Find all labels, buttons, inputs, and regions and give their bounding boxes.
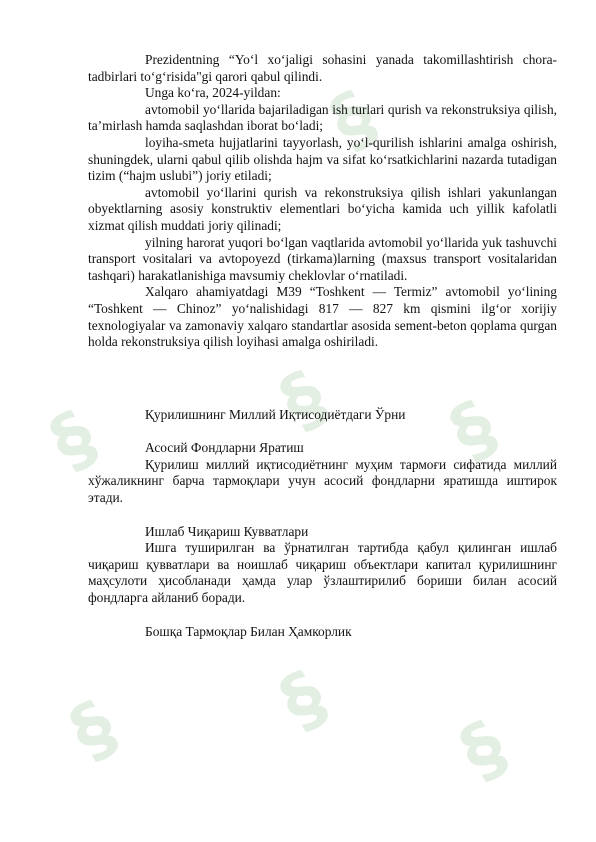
paragraph-volume-method: loyiha-smeta hujjatlarini tayyorlash, yo‘l-qurilish ishlarini amalga oshirish, shuningdek, ularni qabul qilib olishda hajm va sifat ko‘rsatkichlarini nazarda tutadigan tizim (“hajm uslubi”) joriy etiladi;	[88, 134, 557, 184]
paragraph-seasonal-limits: yilning harorat yuqori bo‘lgan vaqtlarida avtomobil yo‘llarida yuk tashuvchi transport vositalari va avtopoyezd (tirkama)larning (maxsus transport vositalaridan tashqari) harakatlanishiga mavsumiy cheklovlar o‘rnatiladi.	[88, 234, 557, 283]
spacer	[88, 423, 557, 440]
svg-text:§: §	[56, 683, 130, 775]
svg-text:§: §	[436, 383, 510, 475]
paragraph-m39-project: Xalqaro ahamiyatdagi M39 “Toshkent — Termiz” avtomobil yo‘lining “Toshkent — Chinoz” yo‘nalishidagi 817 — 827 km qismini ilg‘or xorijiy texnologiyalar va zamonaviy xalqaro standartlar asosida sement-beton qoplama qurgan holda rekonstruksiya qilish loyihasi amalga oshiriladi.	[88, 284, 557, 350]
subsection-title: Бошқа Тармоқлар Билан Ҳамкорлик	[145, 623, 352, 639]
document-page	[88, 52, 557, 640]
spacer	[88, 507, 557, 524]
paragraph-work-types: avtomobil yo‘llarida bajariladigan ish turlari qurish va rekonstruksiya qilish, ta’mirlash hamda saqlashdan iborat bo‘ladi;	[88, 101, 557, 134]
subsection-title: Ишлаб Чиқариш Кувватлари	[145, 523, 309, 539]
paragraph-intro: Unga ko‘ra, 2024-yildan:	[145, 85, 281, 101]
svg-text:§: §	[266, 653, 340, 745]
section-title: Қурилишнинг Миллий Иқтисодиётдаги Ўрни	[145, 406, 406, 422]
paragraph-warranty: avtomobil yo‘llarini qurish va rekonstruksiya qilish ishlari yakunlangan obyektlarning asosiy konstruktiv elementlari bo‘yicha kamida uch yillik kafolatli xizmat qilish muddati joriy qilinadi;	[88, 184, 557, 233]
svg-text:§: §	[266, 353, 340, 445]
spacer	[88, 351, 557, 407]
subsection-text: Қурилиш миллий иқтисодиётнинг муҳим тармоғи сифатида миллий хўжаликнинг барча тармоқлари учун асосий фондларни яратишда иштирок этади.	[88, 456, 557, 506]
subsection-text: Ишга туширилган ва ўрнатилган тартибда қабул қилинган ишлаб чиқариш қувватлари ва ноишлаб чиқариш объектлари капитал қурилишнинг маҳсулоти ҳисобланади ҳамда улар ўзлаштирилиб бориши билан асосий фондларга айланиб боради.	[88, 540, 557, 606]
subsection-title: Асосий Фондларни Яратиш	[145, 440, 304, 456]
svg-text:§: §	[316, 73, 390, 165]
svg-text:§: §	[36, 393, 110, 485]
svg-text:§: §	[446, 703, 520, 795]
spacer	[88, 607, 557, 624]
paragraph-decree: Prezidentning “Yo‘l xo‘jaligi sohasini yanada takomillashtirish chora-tadbirlari to‘g‘risida"gi qarori qabul qilindi.	[88, 52, 557, 84]
